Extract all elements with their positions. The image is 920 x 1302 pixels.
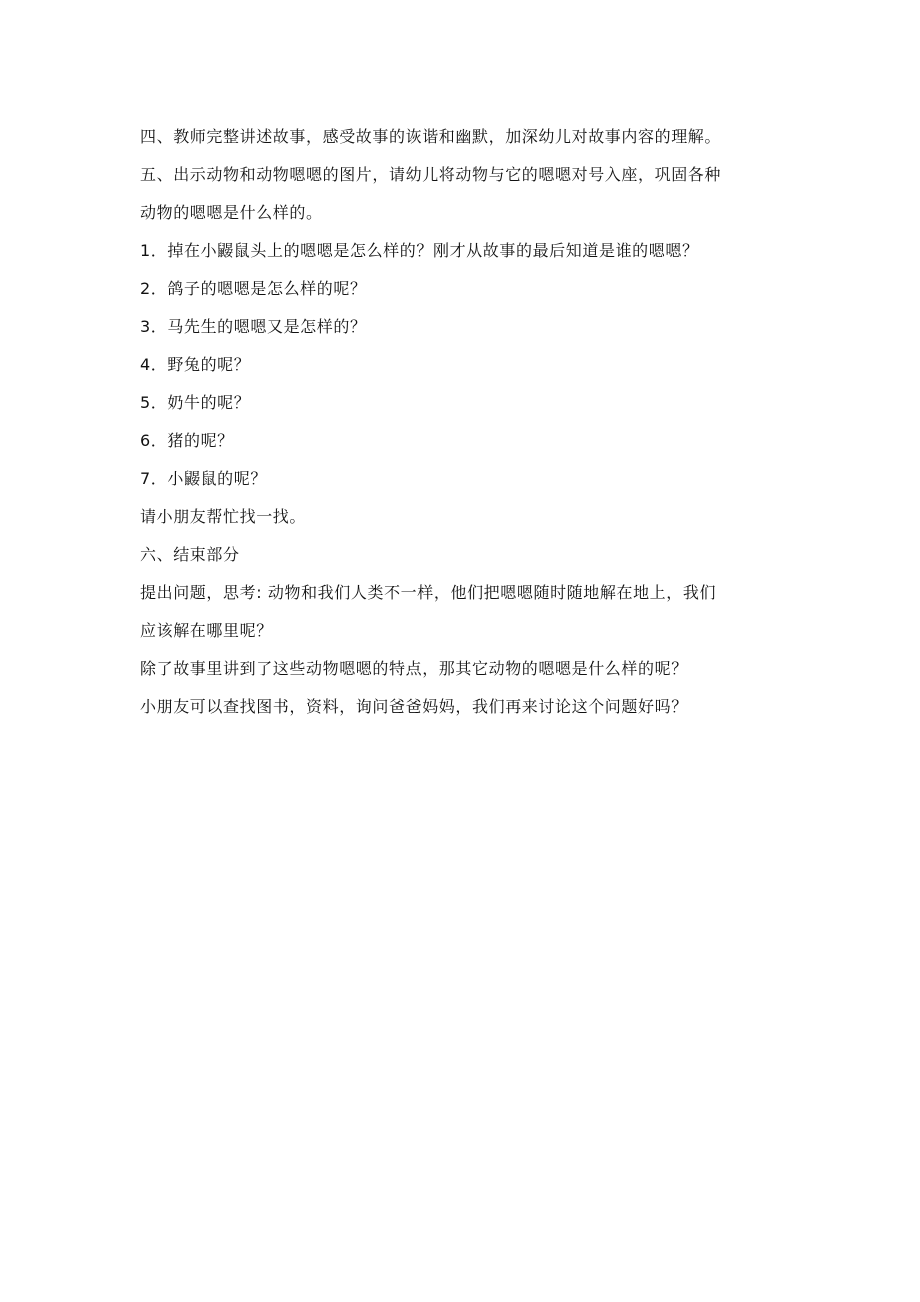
section-five-text: 五、出示动物和动物嗯嗯的图片，请幼儿将动物与它的嗯嗯对号入座，巩固各种: [140, 165, 722, 184]
question-item-4: 4．野兔的呢？: [140, 355, 251, 374]
section-six-heading: 六、结束部分: [140, 545, 240, 564]
question-item-3: 3．马先生的嗯嗯又是怎样的？: [140, 317, 367, 336]
question-item-1: 1．掉在小鼹鼠头上的嗯嗯是怎么样的？刚才从故事的最后知道是谁的嗯嗯？: [140, 241, 699, 260]
question-item-2: 2．鸽子的嗯嗯是怎么样的呢？: [140, 279, 367, 298]
closing-question-text-continued: 应该解在哪里呢？: [140, 621, 273, 640]
extension-question-text: 除了故事里讲到了这些动物嗯嗯的特点，那其它动物的嗯嗯是什么样的呢？: [140, 659, 688, 678]
question-item-5: 5．奶牛的呢？: [140, 393, 251, 412]
document-body: [140, 118, 800, 726]
question-item-7: 7．小鼹鼠的呢？: [140, 469, 267, 488]
instruction-text: 请小朋友帮忙找一找。: [140, 507, 307, 526]
section-five-text-continued: 动物的嗯嗯是什么样的。: [140, 203, 323, 222]
extension-activity-text: 小朋友可以查找图书，资料，询问爸爸妈妈，我们再来讨论这个问题好吗？: [140, 697, 688, 716]
question-item-6: 6．猪的呢？: [140, 431, 234, 450]
closing-question-text: 提出问题，思考: 动物和我们人类不一样，他们把嗯嗯随时随地解在地上，我们: [140, 583, 717, 602]
section-four-text: 四、教师完整讲述故事，感受故事的诙谐和幽默，加深幼儿对故事内容的理解。: [140, 127, 722, 146]
